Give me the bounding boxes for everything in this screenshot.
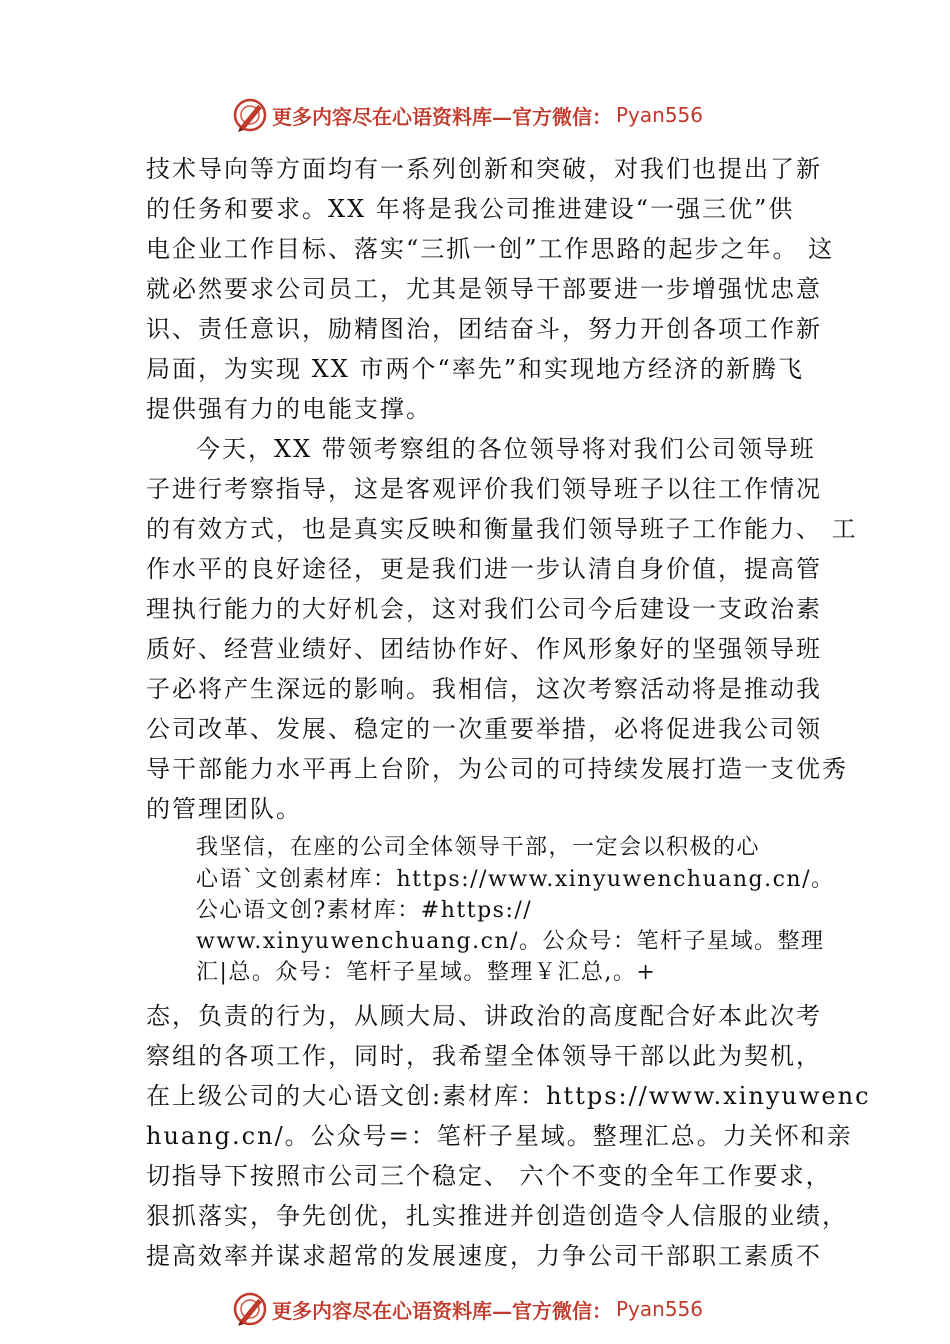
body-line: 作水平的良好途径，更是我们进一步认清自身价值，提高管: [146, 555, 822, 583]
body-line: 电企业工作目标、落实“三抓一创”工作思路的起步之年。 这: [146, 235, 835, 263]
watermark-line: 公心语文创?素材库：#https://: [196, 898, 533, 923]
body-line: huang.cn/。公众号=：笔杆子星域。整理汇总。力关怀和亲: [146, 1122, 853, 1150]
body-line: 局面，为实现 XX 市两个“率先”和实现地方经济的新腾飞: [146, 355, 804, 383]
watermark-line: 心语`文创素材库：https://www.xinyuwenchuang.cn/。: [196, 867, 835, 892]
header-banner-id: Pyan556: [616, 103, 704, 127]
body-line: 技术导向等方面均有一系列创新和突破，对我们也提出了新: [146, 155, 822, 183]
body-line: 察组的各项工作，同时，我希望全体领导干部以此为契机，: [146, 1042, 822, 1070]
footer-banner-id: Pyan556: [616, 1297, 704, 1321]
pen-logo-icon: [232, 97, 268, 133]
pen-logo-icon: [232, 1291, 268, 1327]
body-line: 质好、经营业绩好、团结协作好、作风形象好的坚强领导班: [146, 635, 822, 663]
body-line: 的任务和要求。XX 年将是我公司推进建设“一强三优”供: [146, 195, 795, 223]
body-line: 子必将产生深远的影响。我相信，这次考察活动将是推动我: [146, 675, 822, 703]
body-line: 狠抓落实，争先创优，扎实推进并创造创造令人信服的业绩，: [146, 1202, 848, 1230]
body-line: 公司改革、发展、稳定的一次重要举措，必将促进我公司领: [146, 715, 822, 743]
watermark-line: 汇|总。众号：笔杆子星域。整理￥汇总,。+: [196, 960, 657, 985]
body-line: 我坚信，在座的公司全体领导干部，一定会以积极的心: [196, 835, 761, 860]
body-line: 在上级公司的大心语文创:素材库：https://www.xinyuwenc: [146, 1082, 871, 1110]
body-line: 子进行考察指导，这是客观评价我们领导班子以往工作情况: [146, 475, 822, 503]
body-line: 切指导下按照市公司三个稳定、 六个不变的全年工作要求，: [146, 1162, 832, 1190]
header-banner: [232, 97, 703, 133]
body-line: 提高效率并谋求超常的发展速度，力争公司干部职工素质不: [146, 1242, 822, 1270]
body-line: 的有效方式，也是真实反映和衡量我们领导班子工作能力、 工: [146, 515, 858, 543]
footer-banner: [232, 1291, 703, 1327]
footer-banner-text: 更多内容尽在心语资料库—官方微信：: [272, 1298, 612, 1323]
body-line: 就必然要求公司员工，尤其是领导干部要进一步增强忧忠意: [146, 275, 822, 303]
body-line: 今天，XX 带领考察组的各位领导将对我们公司领导班: [196, 435, 816, 463]
body-line: 的管理团队。: [146, 795, 302, 823]
header-banner-text: 更多内容尽在心语资料库—官方微信：: [272, 104, 612, 129]
watermark-line: www.xinyuwenchuang.cn/。公众号：笔杆子星域。整理: [196, 929, 825, 954]
body-line: 识、责任意识，励精图治，团结奋斗，努力开创各项工作新: [146, 315, 822, 343]
body-line: 提供强有力的电能支撑。: [146, 395, 432, 423]
body-line: 理执行能力的大好机会，这对我们公司今后建设一支政治素: [146, 595, 822, 623]
body-line: 导干部能力水平再上台阶，为公司的可持续发展打造一支优秀: [146, 755, 848, 783]
body-line: 态，负责的行为，从顾大局、讲政治的高度配合好本此次考: [146, 1002, 822, 1030]
